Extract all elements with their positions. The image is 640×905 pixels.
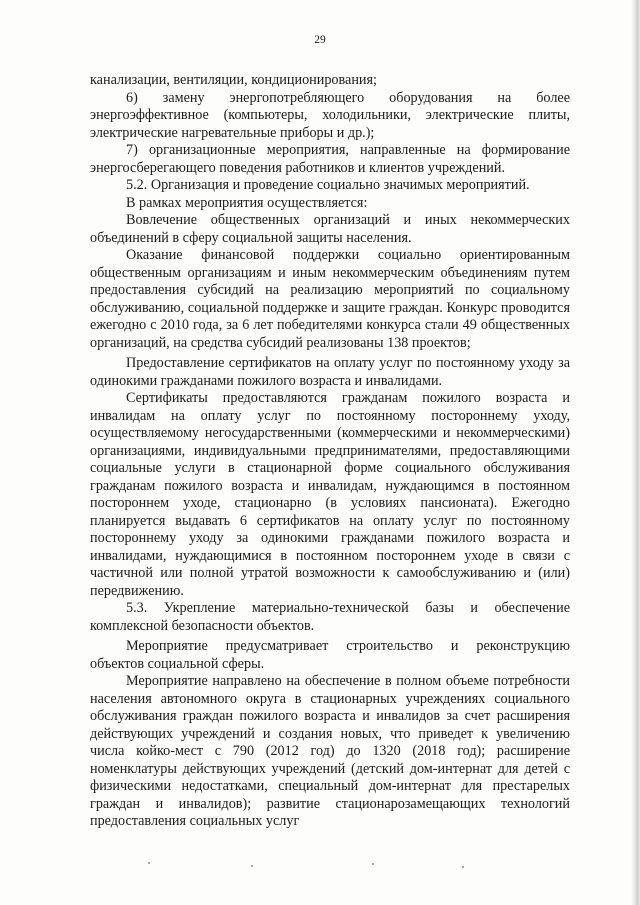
scan-speck bbox=[372, 863, 374, 865]
paragraph-8: Предоставление сертификатов на оплату услуг по постоянному уходу за одинокими гражданами пожилого возраста и инвалидами. bbox=[90, 355, 570, 389]
paragraph-2: 6) замену энергопотребляющего оборудования на более энергоэффективное (компьютеры, холодильники, электрические плиты, электрические нагревательные приборы и др.); bbox=[90, 89, 570, 141]
scan-specks bbox=[0, 860, 640, 870]
paragraph-7: Оказание финансовой поддержки социально ориентированным общественным организациям и иным некоммерческим объединениям путем предоставления субсидий на реализацию мероприятий по социальному обслуживанию, социальной поддержке и защите граждан. Конкурс проводится ежегодно с 2010 года, за 6 лет победителями конкурса стали 49 общественных организаций, на средства субсидий реализованы 138 проектов; bbox=[90, 247, 570, 351]
paragraph-6: Вовлечение общественных организаций и иных некоммерческих объединений в сферу социальной защиты населения. bbox=[90, 212, 570, 246]
paragraph-5: В рамках мероприятия осуществляется: bbox=[126, 194, 368, 211]
paragraph-1: канализации, вентиляции, кондиционирования; bbox=[90, 72, 377, 88]
document-body bbox=[90, 72, 570, 831]
scan-speck bbox=[148, 862, 150, 864]
scan-speck bbox=[462, 866, 464, 868]
section-heading-5-2: 5.2. Организация и проведение социально значимых мероприятий. bbox=[126, 177, 530, 193]
paragraph-3: 7) организационные мероприятия, направленные на формирование энергосберегающего поведения работников и клиентов учреждений. bbox=[90, 142, 570, 176]
section-heading-5-3: 5.3. Укрепление материально-технической базы и обеспечение комплексной безопасности объектов. bbox=[90, 600, 570, 634]
scan-speck bbox=[251, 865, 253, 867]
page-edge-shadow bbox=[631, 0, 640, 905]
paragraph-9: Сертификаты предоставляются гражданам пожилого возраста и инвалидам на оплату услуг по постоянному постороннему уходу, осуществляемому негосударственными (коммерческими и некоммерческими) организациями, индивидуальными предпринимателями, предоставляющими социальные услуги в стационарной форме социального обслуживания гражданам пожилого возраста и инвалидам, нуждающимся в постоянном постороннем уходе, стационарно (в условиях пансионата). Ежегодно планируется выдавать 6 сертификатов на оплату услуг по постоянному постороннему уходу за одинокими гражданами пожилого возраста и инвалидами, нуждающимися в постоянном постороннем уходе в связи с частичной или полной утратой возможности к самообслуживанию и (или) передвижению. bbox=[90, 390, 570, 599]
page-number: 29 bbox=[314, 34, 326, 46]
paragraph-12: Мероприятие направлено на обеспечение в полном объеме потребности населения автономного округа в стационарных учреждениях социального обслуживания граждан пожилого возраста и инвалидов за счет расширения действующих учреждений и создания новых, что приведет к увеличению числа койко-мест с 790 (2012 год) до 1320 (2018 год); расширение номенклатуры действующих учреждений (детский дом-интернат для детей с физическими недостатками, специальный дом-интернат для престарелых граждан и инвалидов); развитие стационарозамещающих технологий предоставления социальных услуг bbox=[90, 673, 570, 829]
paragraph-11: Мероприятие предусматривает строительство и реконструкцию объектов социальной сферы. bbox=[90, 638, 570, 672]
